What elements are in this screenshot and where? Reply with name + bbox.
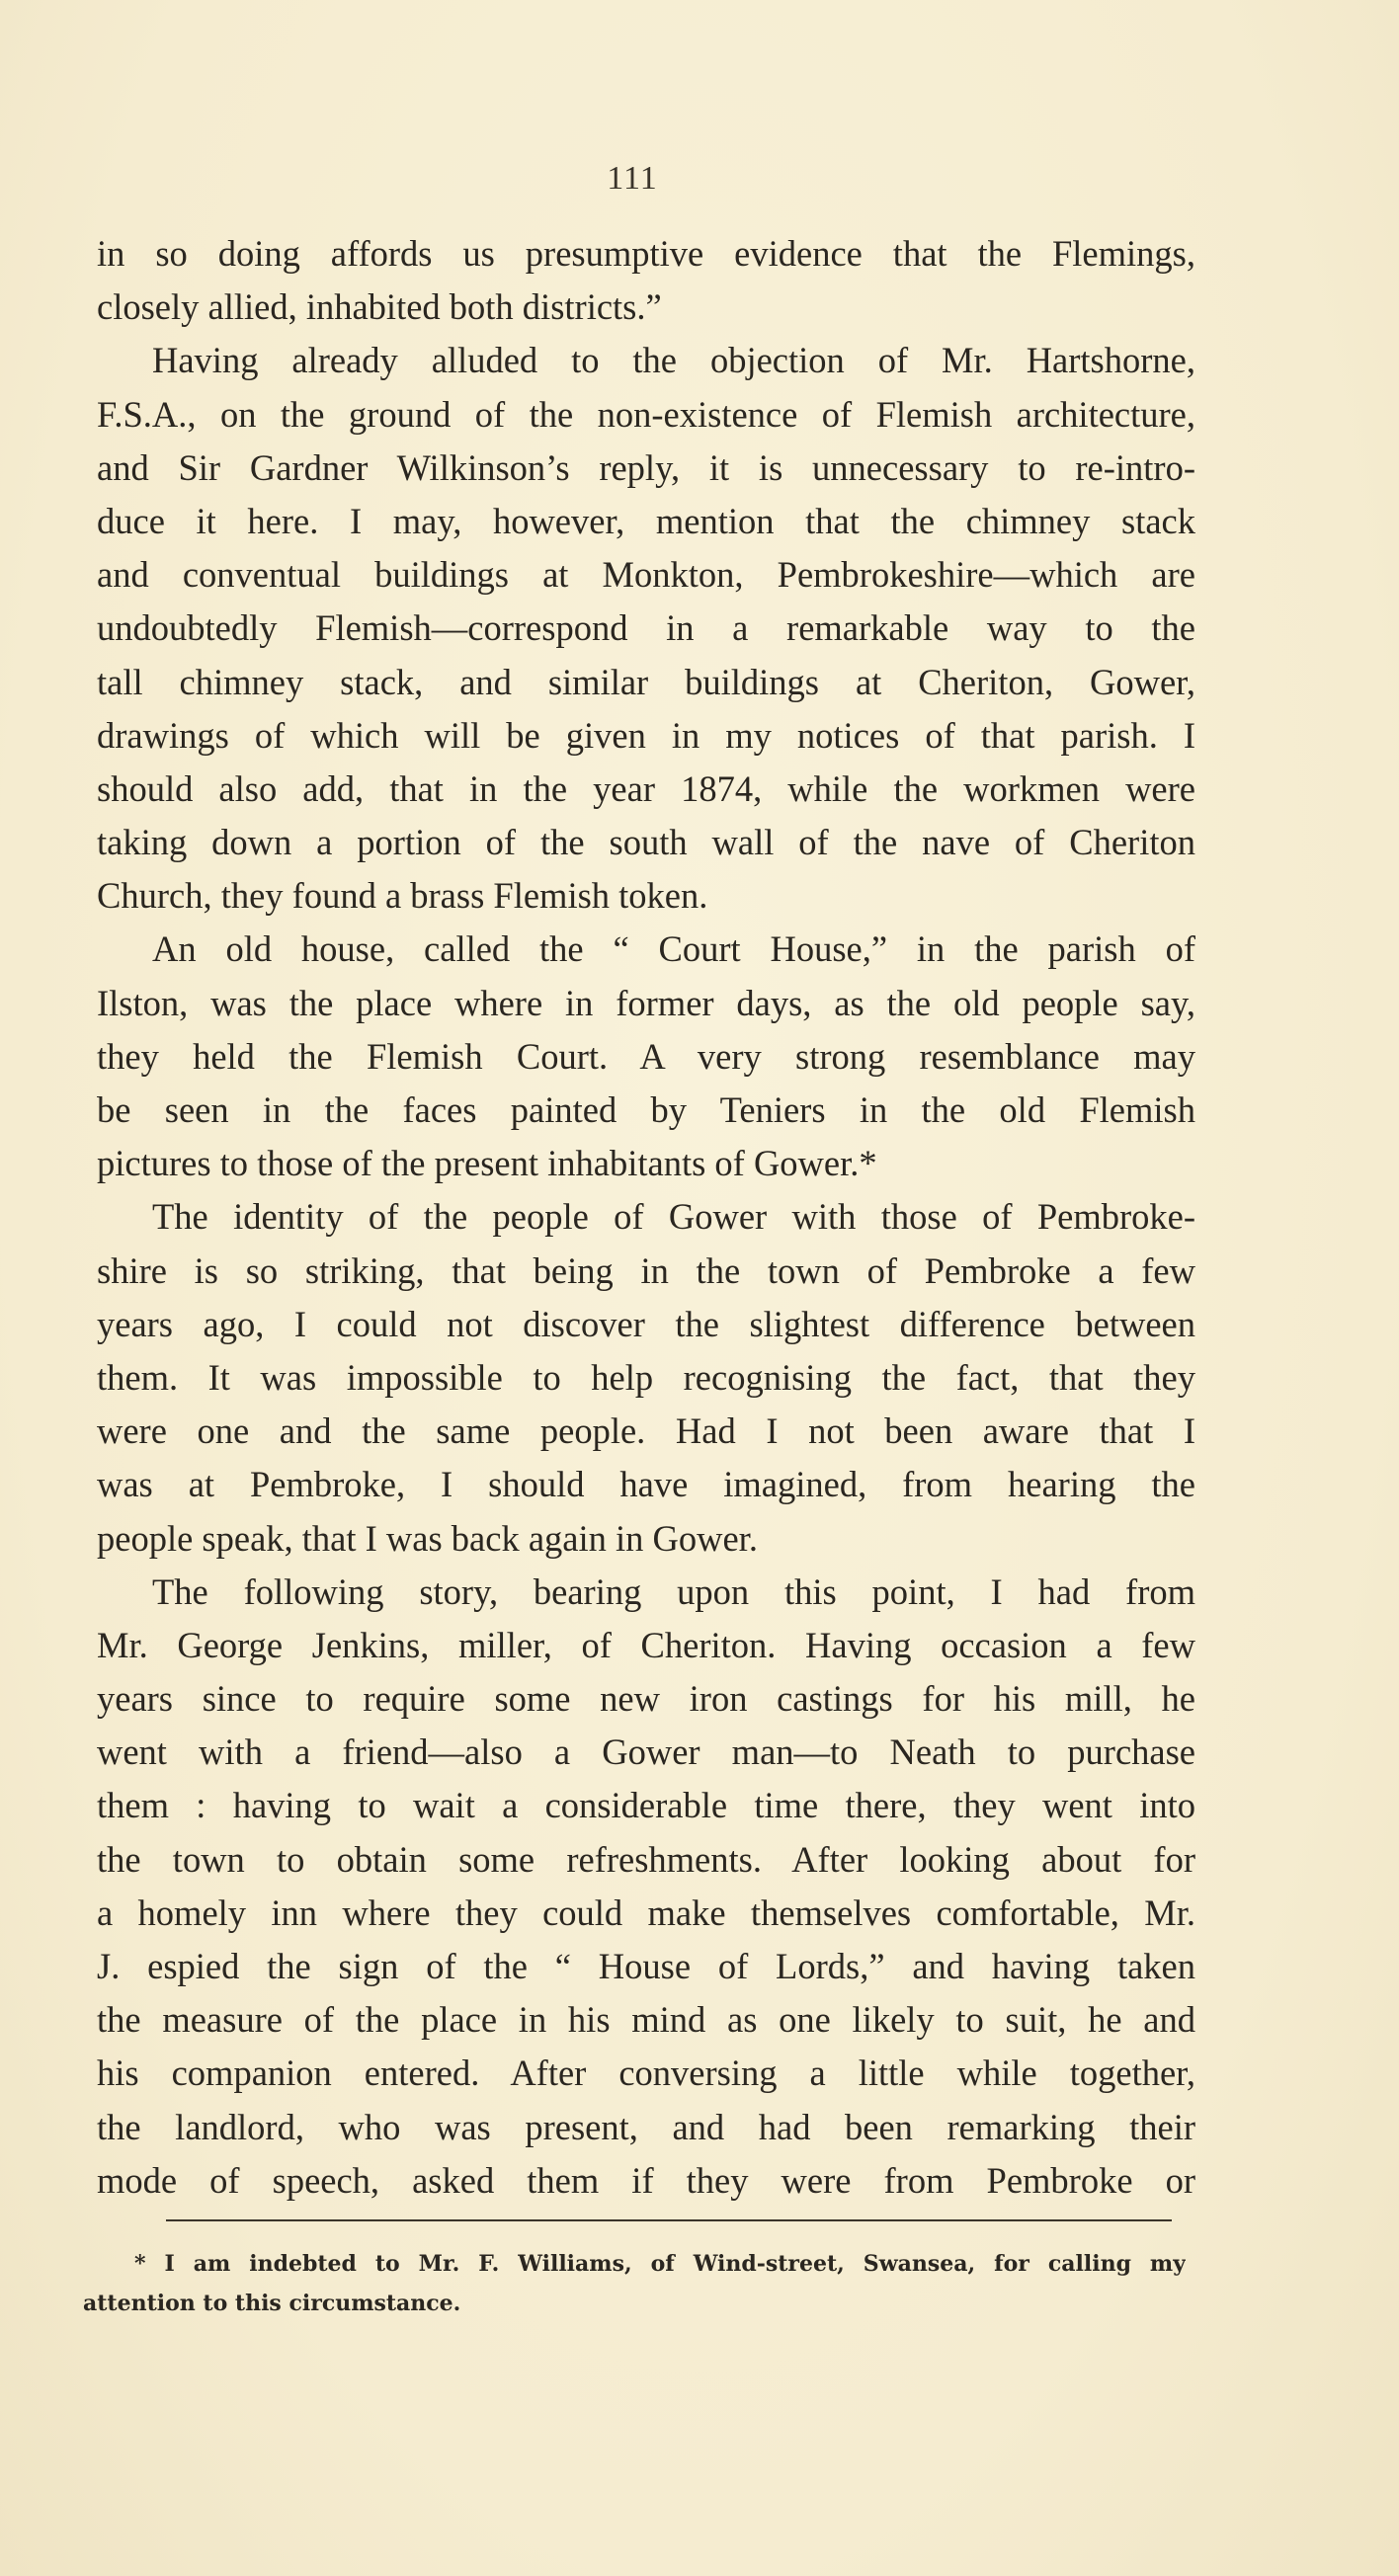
text-line: Having already alluded to the objection of Mr. Hartshorne, (152, 340, 1195, 381)
text-line: Ilston, was the place where in former days, as the old people say, (97, 982, 1195, 1023)
text-line: closely allied, inhabited both districts.” (97, 286, 662, 328)
text-line: years ago, I could not discover the slightest difference between (97, 1303, 1195, 1344)
text-line: be seen in the faces painted by Teniers in the old Flemish (97, 1089, 1195, 1130)
text-line: years since to require some new iron castings for his mill, he (97, 1678, 1195, 1720)
text-line: The identity of the people of Gower with those of Pembroke- (152, 1196, 1195, 1238)
text-line: the landlord, who was present, and had been remarking their (97, 2106, 1195, 2147)
text-line: Church, they found a brass Flemish token. (97, 875, 708, 917)
footnote-rule (166, 2219, 1172, 2221)
text-line: pictures to those of the present inhabitants of Gower.* (97, 1143, 877, 1184)
text-line: people speak, that I was back again in Gower. (97, 1517, 758, 1559)
text-line: tall chimney stack, and similar buildings at Cheriton, Gower, (97, 661, 1195, 702)
page-number: 111 (607, 160, 658, 197)
text-line: F.S.A., on the ground of the non-existence of Flemish architecture, (97, 393, 1195, 435)
text-line: mode of speech, asked them if they were from Pembroke or (97, 2159, 1195, 2201)
text-line: and conventual buildings at Monkton, Pembrokeshire—which are (97, 554, 1195, 596)
text-line: his companion entered. After conversing a little while together, (97, 2053, 1195, 2094)
text-line: Mr. George Jenkins, miller, of Cheriton. Having occasion a few (97, 1624, 1195, 1665)
text-line: a homely inn where they could make themselves comfortable, Mr. (97, 1892, 1195, 1933)
footnote-line-1: * I am indebted to Mr. F. Williams, of Wind-street, Swansea, for calling my (134, 2251, 1186, 2277)
text-line: The following story, bearing upon this point, I had from (152, 1570, 1195, 1612)
text-line: should also add, that in the year 1874, while the workmen were (97, 767, 1195, 809)
text-line: An old house, called the “ Court House,” in the parish of (152, 928, 1195, 970)
text-line: shire is so striking, that being in the town of Pembroke a few (97, 1249, 1195, 1291)
text-line: duce it here. I may, however, mention that the chimney stack (97, 500, 1195, 541)
text-line: the town to obtain some refreshments. After looking about for (97, 1838, 1195, 1880)
text-line: was at Pembroke, I should have imagined, from hearing the (97, 1464, 1195, 1505)
text-line: were one and the same people. Had I not been aware that I (97, 1410, 1195, 1452)
text-line: the measure of the place in his mind as one likely to suit, he and (97, 1999, 1195, 2041)
text-line: went with a friend—also a Gower man—to Neath to purchase (97, 1731, 1195, 1773)
text-line: in so doing affords us presumptive evidence that the Flemings, (97, 233, 1195, 274)
text-line: and Sir Gardner Wilkinson’s reply, it is unnecessary to re-intro- (97, 446, 1195, 488)
footnote (83, 2244, 1186, 2323)
footnote-line-2: attention to this circumstance. (83, 2291, 461, 2316)
text-line: them. It was impossible to help recognising the fact, that they (97, 1356, 1195, 1398)
text-line: they held the Flemish Court. A very strong resemblance may (97, 1035, 1195, 1077)
text-line: drawings of which will be given in my notices of that parish. I (97, 714, 1195, 756)
text-line: undoubtedly Flemish—correspond in a remarkable way to the (97, 607, 1195, 649)
body-text (97, 227, 1195, 2208)
text-line: taking down a portion of the south wall of the nave of Cheriton (97, 822, 1195, 863)
text-line: them : having to wait a considerable time there, they went into (97, 1785, 1195, 1826)
text-line: J. espied the sign of the “ House of Lords,” and having taken (97, 1946, 1195, 1986)
